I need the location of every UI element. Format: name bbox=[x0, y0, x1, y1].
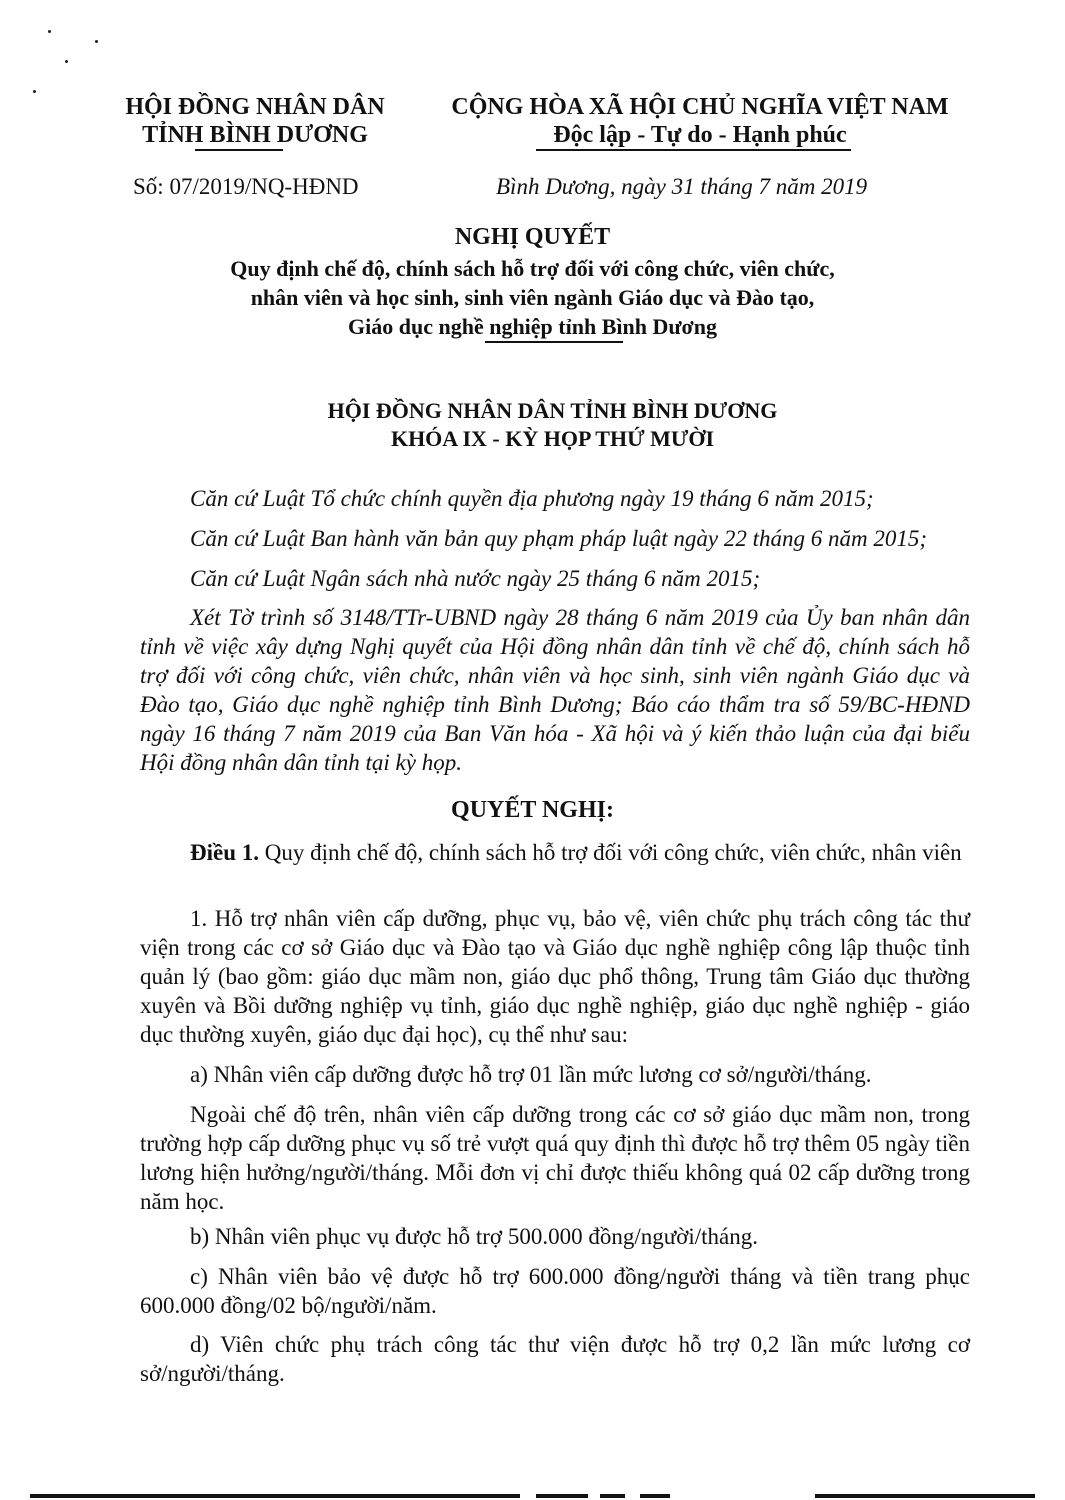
scan-speck bbox=[65, 60, 68, 63]
subject-line-2: nhân viên và học sinh, sinh viên ngành Giáo dục và Đào tạo, bbox=[250, 285, 815, 310]
national-heading bbox=[425, 94, 975, 149]
motto-underline bbox=[536, 149, 851, 151]
article-1-clause-1: 1. Hỗ trợ nhân viên cấp dưỡng, phục vụ, bảo vệ, viên chức phụ trách công tác thư viện trong các cơ sở Giáo dục và Đào tạo và Giáo dục nghề nghiệp công lập thuộc tỉnh quản lý (bao gồm: giáo dục mầm non, giáo dục phổ thông, Trung tâm Giáo dục thường xuyên và Bồi dưỡng nghiệp vụ tỉnh, giáo dục nghề nghiệp, giáo dục nghề nghiệp - giáo dục thường xuyên, giáo dục đại học), cụ thể như sau: bbox=[140, 906, 970, 1047]
article-1-item-b: b) Nhân viên phục vụ được hỗ trợ 500.000 đồng/người/tháng. bbox=[190, 1224, 758, 1249]
citation-3: Căn cứ Luật Ngân sách nhà nước ngày 25 tháng 6 năm 2015; bbox=[190, 566, 761, 591]
nation-name: CỘNG HÒA XÃ HỘI CHỦ NGHĨA VIỆT NAM bbox=[451, 94, 949, 120]
scan-speck bbox=[33, 90, 36, 93]
scan-speck bbox=[48, 30, 51, 33]
article-1-label: Điều 1. bbox=[190, 840, 259, 865]
citation-2: Căn cứ Luật Ban hành văn bản quy phạm pháp luật ngày 22 tháng 6 năm 2015; bbox=[190, 526, 927, 551]
place-date: Bình Dương, ngày 31 tháng 7 năm 2019 bbox=[496, 174, 868, 199]
number-label: Số: bbox=[133, 174, 164, 199]
subject-line-3: Giáo dục nghề nghiệp tỉnh Bình Dương bbox=[348, 314, 717, 339]
council-line-2: KHÓA IX - KỲ HỌP THỨ MƯỜI bbox=[390, 426, 715, 451]
scan-edge-line bbox=[600, 1494, 625, 1498]
title-underline bbox=[485, 341, 623, 343]
agency-underline bbox=[195, 149, 283, 151]
decision-heading: QUYẾT NGHỊ: bbox=[451, 797, 614, 823]
agency-name bbox=[100, 94, 410, 149]
citation-1: Căn cứ Luật Tổ chức chính quyền địa phương ngày 19 tháng 6 năm 2015; bbox=[190, 486, 874, 511]
agency-line-1: HỘI ĐỒNG NHÂN DÂN bbox=[125, 94, 385, 120]
council-heading bbox=[100, 397, 1005, 453]
article-1-heading bbox=[140, 838, 970, 867]
scan-edge-line bbox=[815, 1494, 1035, 1498]
article-1-item-c: c) Nhân viên bảo vệ được hỗ trợ 600.000 đồng/người tháng và tiền trang phục 600.000 đồng/02 bộ/người/năm. bbox=[140, 1264, 970, 1318]
number-value: 07/2019/NQ-HĐND bbox=[169, 174, 359, 199]
article-1-item-a-extra: Ngoài chế độ trên, nhân viên cấp dưỡng trong các cơ sở giáo dục mầm non, trong trường hợp cấp dưỡng phục vụ số trẻ vượt quá quy định thì được hỗ trợ thêm 05 ngày tiền lương hiện hưởng/người/tháng. Mỗi đơn vị chỉ được thiếu không quá 02 cấp dưỡng trong năm học. bbox=[140, 1102, 970, 1214]
subject-line-1: Quy định chế độ, chính sách hỗ trợ đối với công chức, viên chức, bbox=[230, 256, 835, 281]
citation-4: Xét Tờ trình số 3148/TTr-UBND ngày 28 tháng 6 năm 2019 của Ủy ban nhân dân tỉnh về việc xây dựng Nghị quyết của Hội đồng nhân dân tỉnh về chế độ, chính sách hỗ trợ đối với công chức, viên chức, nhân viên và học sinh, sinh viên ngành Giáo dục và Đào tạo, Giáo dục nghề nghiệp tỉnh Bình Dương; Báo cáo thẩm tra số 59/BC-HĐND ngày 16 tháng 7 năm 2019 của Ban Văn hóa - Xã hội và ý kiến thảo luận của đại biểu Hội đồng nhân dân tỉnh tại kỳ họp. bbox=[140, 605, 970, 775]
scan-edge-line bbox=[640, 1494, 670, 1498]
scan-edge-line bbox=[30, 1494, 520, 1498]
document-number bbox=[133, 174, 359, 200]
article-1-item-d: d) Viên chức phụ trách công tác thư viện được hỗ trợ 0,2 lần mức lương cơ sở/người/tháng. bbox=[140, 1332, 970, 1386]
agency-line-2: TỈNH BÌNH DƯƠNG bbox=[142, 122, 368, 148]
scan-speck bbox=[95, 40, 98, 43]
scan-edge-line bbox=[536, 1494, 588, 1498]
document-type: NGHỊ QUYẾT bbox=[454, 224, 611, 250]
article-1-text: Quy định chế độ, chính sách hỗ trợ đối với công chức, viên chức, nhân viên bbox=[259, 840, 962, 865]
council-line-1: HỘI ĐỒNG NHÂN DÂN TỈNH BÌNH DƯƠNG bbox=[327, 398, 778, 423]
document-subject bbox=[80, 254, 985, 341]
national-motto: Độc lập - Tự do - Hạnh phúc bbox=[553, 122, 847, 148]
article-1-item-a: a) Nhân viên cấp dưỡng được hỗ trợ 01 lần mức lương cơ sở/người/tháng. bbox=[190, 1062, 872, 1087]
